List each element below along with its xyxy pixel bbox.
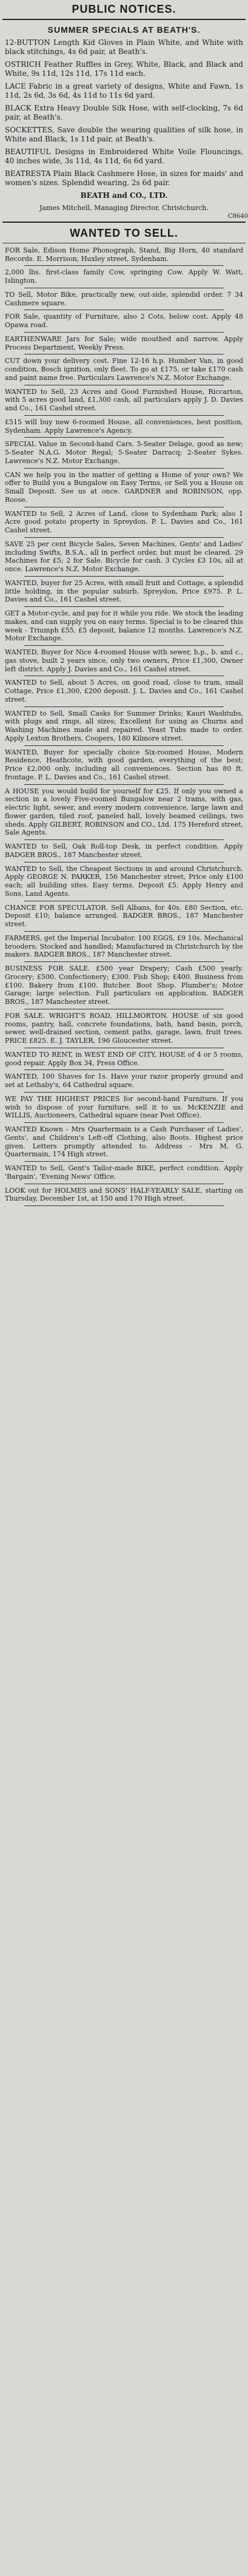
classified-ad: WANTED to Sell, Oak Roll-top Desk, in perfect condition. Apply BADGER BROS., 187 Manchester street.: [5, 842, 243, 859]
classified-ad: WANTED to Sell, the Cheapest Sections in and around Christchurch. Apply GEORGE N. PARKER, 156 Manchester street, Price only £100 each; all building sites. Easy terms. Deposit £5. Apply Henry and Sons, Land Agents.: [5, 864, 243, 898]
classified-ad: FARMERS, get the Imperial Incubator. 100 EGGS, £9 10s. Mechanical brooders; Stocked and handled; Manufactured in Christchurch by the makers. BADGER BROS., 187 Manchester street.: [5, 934, 243, 959]
classified-ad: WE PAY THE HIGHEST PRICES for second-hand Furniture. If you wish to dispose of your furniture, sell it to us. McKENZIE and WILLIS, Auctioneers, Cathedral square (near Post Office).: [5, 1094, 243, 1120]
classified-ad: WANTED to Sell, about 5 Acres, on good road, close to tram, small Cottage, Price £1,300, £200 deposit. J. L. Davies and Co., 161 Cashel street.: [5, 679, 243, 703]
classified-ad: WANTED to Sell, Gent's Tailor-made BIKE, perfect condition. Apply 'Bargain', 'Evening News' Office.: [5, 1164, 243, 1181]
ad-divider: [24, 745, 224, 746]
summer-item: BLACK Extra Heavy Double Silk Hose, with self-clocking, 7s 6d pair, at Beath's.: [5, 104, 243, 121]
classified-ad: LOOK out for HOLMES and SONS' HALF-YEARLY SALE, starting on Thursday, December 1st, at 150 and 170 High street.: [5, 1186, 243, 1203]
ad-divider: [24, 468, 224, 469]
classified-ad: EARTHENWARE Jars for Sale; wide mouthed and narrow. Apply Process Department, Weekly Press.: [5, 334, 243, 351]
ad-divider: [24, 784, 224, 785]
summer-item: BEAUTIFUL Designs in Embroidered White Voile Flouncings, 40 inches wide, 3s 11d, 4s 11d, 6s 6d yard.: [5, 147, 243, 165]
classified-ad: WANTED to Sell, Small Casks for Summer Drinks; Kauri Washtubs, with plugs and rings, all sizes; Excellent for using as Churns and Washing Machines made and repaired. Yeast Tubs made to order. Apply Lexton Brothers, Coopers, 180 Kilmore street.: [5, 709, 243, 742]
ad-divider: [24, 1069, 224, 1070]
ad-divider: [24, 839, 224, 840]
classified-ad: SPECIAL Value in Second-hand Cars. 5-Seater Delage, good as new; 5-Seater N.A.G. Motor Regal; 5-Seater Darracq; 2-Seater Sykes. Lawrence's N.Z. Motor Exchange.: [5, 440, 243, 465]
ad-divider: [24, 332, 224, 333]
summer-code: C8640: [227, 212, 248, 220]
section-header: PUBLIC NOTICES.: [72, 3, 176, 15]
classified-ad: A HOUSE you would build for yourself for £25. If only you owned a section in a lovely Five-roomed Bungalow near 2 trams, with gas, electric light, sewer, and every modern convenience, large lawn and flower garden, tiled roof, paneled hall, lovely beamed ceilings, two sheds. Apply GILBERT, ROBINSON and CO., Ltd. 175 Hereford street, Sale Agents.: [5, 787, 243, 837]
classified-ad: WANTED TO RENT, in WEST END OF CITY, HOUSE of 4 or 5 rooms, good repair. Apply Box 34, Press Office.: [5, 1050, 243, 1067]
ad-divider: [24, 606, 224, 607]
ad-divider: [24, 1092, 224, 1093]
classified-ads: [0, 245, 248, 1206]
classified-ad: BUSINESS FOR SALE. £500 year Drapery; Cash £500 yearly. Grocery; £500. Confectionery; £300. Fish Shop; £400. Business from £100. Bakery from £100. Butcher. Boot Shop. Plumber's; Motor Garage; large selection. Full particulars on application. BADGER BROS., 187 Manchester street.: [5, 964, 243, 1006]
classified-ad: WANTED, Buyer for Nice 4-roomed House with sewer, h.p., b. and c., gas stove, built 2 years since, only two owners, Price £1,300, Owner left district. Apply J. Davies and Co., 161 Cashel street.: [5, 648, 243, 673]
ad-divider: [24, 265, 224, 266]
divider: [2, 19, 246, 20]
ad-divider: [24, 645, 224, 646]
summer-sign-director: James Mitchell, Managing Director, Christchurch.: [39, 204, 209, 212]
summer-items: [0, 36, 248, 189]
classified-ad: CHANCE FOR SPECULATOR. Sell Albans, for 40s. £80 Section, etc. Deposit £10; balance arranged. BADGER BROS., 187 Manchester street.: [5, 903, 243, 928]
classified-ad: WANTED to Sell, 23 Acres and Good Furnished House, Riccarton, with 5 acres good land, £1,300 cash, all particulars apply J. D. Davies and Co., 161 Cashel street.: [5, 387, 243, 412]
summer-item: LACE Fabric in a great variety of designs, White and Fawn, 1s 11d, 2s 6d, 3s 6d, 4s 11d to 11s 6d yard.: [5, 82, 243, 100]
summer-item: BEATRESTA Plain Black Cashmere Hose, in sizes for maids' and women's sizes. Splendid wearing, 2s 6d pair.: [5, 169, 243, 187]
ad-divider: [24, 961, 224, 962]
summer-item: 12-BUTTON Length Kid Gloves in Plain White, and White with black stitchings, 4s 6d pair, at Beath's.: [5, 38, 243, 56]
classified-ad: GET a Motor-cycle, and pay for it while you ride. We stock the leading makes, and can supply you on easy terms. Special is to be cleared this week - Triumph £55, £5 deposit, balance 12 months. Lawrence's N.Z. Motor Exchange.: [5, 609, 243, 643]
summer-sign-company: BEATH and CO., LTD.: [80, 191, 168, 200]
classified-ad: WANTED Known - Mrs Quartermain is a Cash Purchaser of Ladies', Gents', and Children's Left-off Clothing, also Boots. Highest price given. Letters promptly attended to. Address - Mrs M. G. Quartermain, 174 High street.: [5, 1125, 243, 1159]
classified-ad: SAVE 25 per cent Bicycle Sales, Seven Machines, Gents' and Ladies' including Swifts, B.S.A., all in perfect order, but must be cleared. 29 Machines for £5; 2 for Sale. Bicycle for cash. 3 Cycles £3 10s, all at once. Lawrence's N.Z. Motor Exchange.: [5, 540, 243, 573]
classified-ad: WANTED to Sell, 2 Acres of Land, close to Sydenham Park; also 1 Acre good potato property in Spreydon. P. L. Davies and Co., 161 Cashel street.: [5, 509, 243, 534]
classified-ad: WANTED, buyer for 25 Acres, with small fruit and Cottage, a splendid little holding, in the popular suburb, Spreydon, Price £975. P. L. Davies and Co., 161 Cashel street.: [5, 578, 243, 604]
ad-divider: [24, 1161, 224, 1162]
wanted-to-sell-header: WANTED TO SELL.: [70, 227, 178, 240]
ad-divider: [24, 537, 224, 538]
classified-ad: WANTED, 100 Shaves for 1s. Have your razor properly ground and set at Lethaby's, 64 Cathedral square.: [5, 1073, 243, 1089]
ad-divider: [24, 931, 224, 932]
classified-ad: 2,000 lbs. first-class family Cow, springing Cow. Apply W. Watt, Islington.: [5, 268, 243, 285]
classified-ad: £515 will buy new 6-roomed House, all conveniences, best position, Sydenham. Apply Lawrence's Agency.: [5, 418, 243, 435]
summer-item: SOCKETTES, Save double the wearing qualities of silk hose, in White and Black, 1s 11d pair, at Beath's.: [5, 126, 243, 143]
summer-item: OSTRICH Feather Ruffles in Grey, White, Black, and Black and White, 9s 11d, 12s 11d, 17s 11d each.: [5, 60, 243, 78]
classified-ad: CUT down your delivery cost. Fine 12-16 h.p. Humber Van, in good condition, Bosch ignition, only fleet. To go at £175, or take £170 cash and paint name free. Particulars Lawrence's N.Z. Motor Exchange.: [5, 357, 243, 382]
classified-ad: FOR SALE. WRIGHT'S ROAD, HILLMORTON. HOUSE of six good rooms, pantry, hall, concrete foundations, bath, hand basin, porch, sewer, well-drained section, cement paths, garage, lawn, fruit trees. PRICE £825. E. J. TAYLER, 196 Gloucester street.: [5, 1011, 243, 1045]
ad-divider: [24, 415, 224, 416]
classified-ad: TO Sell, Motor Bike, practically new, out-side, splendid order. 7 34 Cashmere square.: [5, 290, 243, 307]
ad-divider: [24, 1122, 224, 1123]
ad-divider: [24, 862, 224, 863]
classified-ad: CAN we help you in the matter of getting a Home of your own? We offer to Build you a Bungalow on Easy Terms, or Sell you a House on Small Deposit. See us at once. GARDNER and ROBINSON, opp. Roose.: [5, 470, 243, 504]
ad-divider: [24, 437, 224, 438]
divider: [2, 222, 246, 223]
ad-divider: [24, 576, 224, 577]
classified-ad: FOR Sale, quantity of Furniture, also 2 Cots, below cost. Apply 48 Opawa road.: [5, 313, 243, 329]
ad-divider: [24, 1205, 224, 1206]
summer-title: SUMMER SPECIALS AT BEATH'S.: [47, 24, 201, 35]
classified-ad: WANTED, Buyer for specially choice Six-roomed House, Modern Residence, Heathcote, with good garden, everything of the best; Price £2,000 only, including all conveniences. Section has 80 ft. frontage. P. L. Davies and Co., 161 Cashel street.: [5, 748, 243, 781]
classified-ad: FOR Sale, Edison Home Phonograph, Stand, Big Horn, 40 standard Records. E. Morrison, Huxley street, Sydenham.: [5, 246, 243, 263]
